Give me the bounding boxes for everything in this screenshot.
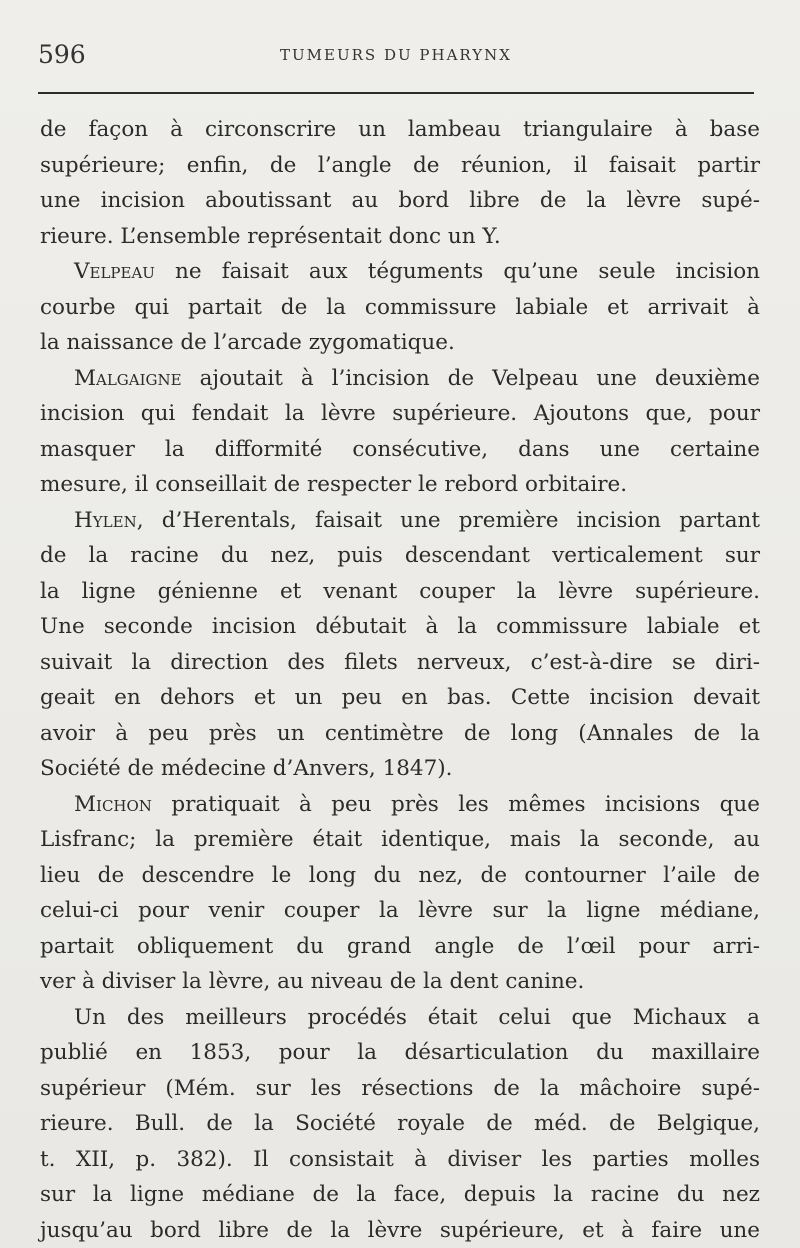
text-line: lieu de descendre le long du nez, de contourner l’aile de	[40, 862, 760, 888]
text-line: masquer la difformité consécutive, dans une certaine	[40, 436, 760, 462]
text-line: de la racine du nez, puis descendant verticalement sur	[40, 543, 760, 568]
text-line: celui-ci pour venir couper la lèvre sur la ligne médiane,	[40, 898, 760, 923]
author-name: Velpeau	[74, 259, 155, 284]
text-line: la ligne génienne et venant couper la lèvre supérieure.	[40, 578, 760, 604]
text-line: ver à diviser la lèvre, au niveau de la dent canine.	[40, 969, 585, 994]
text-line: jusqu’au bord libre de la lèvre supérieure, et à faire une	[40, 1217, 760, 1243]
text-line	[40, 254, 760, 290]
text-line: courbe qui partait de la commissure labiale et arrivait à	[40, 294, 760, 320]
header-rule	[38, 92, 754, 94]
text-line: Un des meilleurs procédés était celui que Michaux a	[74, 1004, 760, 1030]
text-line: partait obliquement du grand angle de l’œil pour arri-	[40, 933, 760, 959]
page-header	[38, 38, 754, 78]
author-name: Malgaigne	[74, 365, 182, 391]
text-line: supérieure; enfin, de l’angle de réunion, il faisait partir	[40, 152, 760, 178]
paragraph	[40, 787, 760, 1000]
text-fragment: ajoutait à l’incision de Velpeau une deuxième	[181, 365, 760, 391]
text-line: rieure. Bull. de la Société royale de méd. de Belgique,	[40, 1111, 760, 1136]
page-number: 596	[38, 40, 86, 69]
text-line: incision qui fendait la lèvre supérieure. Ajoutons que, pour	[40, 401, 760, 426]
paragraph	[40, 112, 760, 254]
text-line	[40, 503, 760, 539]
text-line: publié en 1853, pour la désarticulation du maxillaire	[40, 1040, 760, 1065]
text-line: Lisfranc; la première était identique, mais la seconde, au	[40, 827, 760, 852]
text-line: rieure. L’ensemble représentait donc un Y.	[40, 223, 501, 249]
text-line: la naissance de l’arcade zygomatique.	[40, 330, 455, 355]
text-line: supérieur (Mém. sur les résections de la mâchoire supé-	[40, 1075, 760, 1101]
text-line	[40, 361, 760, 397]
text-line: t. XII, p. 382). Il consistait à diviser les parties molles	[40, 1146, 760, 1172]
text-fragment: , d’Herentals, faisait une première incision partant	[136, 507, 760, 533]
text-line: sur la ligne médiane de la face, depuis la racine du nez	[40, 1182, 760, 1207]
text-line: mesure, il conseillait de respecter le rebord orbitaire.	[40, 472, 628, 497]
text-line	[40, 787, 760, 823]
text-line: Société de médecine d’Anvers, 1847).	[40, 756, 453, 781]
paragraph	[40, 361, 760, 503]
running-title: TUMEURS DU PHARYNX	[280, 46, 512, 64]
text-fragment: pratiquait à peu près les mêmes incisions que	[151, 791, 760, 817]
text-line: Une seconde incision débutait à la commissure labiale et	[40, 614, 760, 639]
author-name: Hylen	[74, 507, 137, 533]
text-line: une incision aboutissant au bord libre de la lèvre supé-	[40, 188, 760, 213]
paragraph	[40, 503, 760, 787]
body-text	[40, 112, 760, 1248]
text-line: avoir à peu près un centimètre de long (Annales de la	[40, 720, 760, 746]
text-line: de façon à circonscrire un lambeau triangulaire à base	[40, 117, 760, 142]
text-line: geait en dehors et un peu en bas. Cette incision devait	[40, 685, 760, 710]
author-name: Michon	[74, 791, 152, 817]
paragraph	[40, 254, 760, 361]
text-line: suivait la direction des filets nerveux, c’est-à-dire se diri-	[40, 649, 760, 675]
text-fragment: ne faisait aux téguments qu’une seule incision	[154, 259, 760, 284]
paragraph	[40, 1000, 760, 1248]
